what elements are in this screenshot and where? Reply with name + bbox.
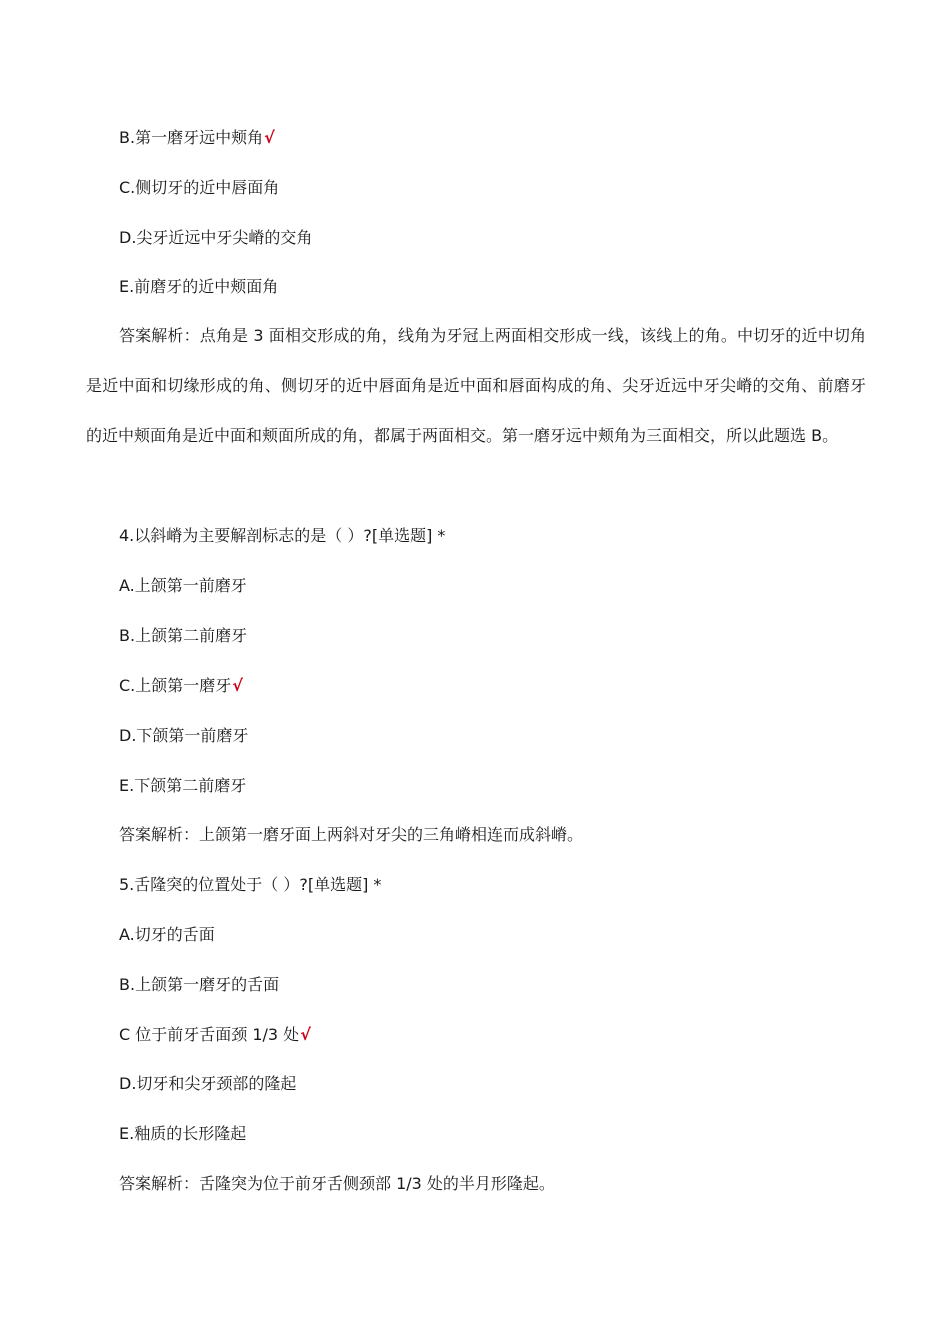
option-text: A.切牙的舌面 [119,925,215,944]
option-text: B.上颌第一磨牙的舌面 [119,975,280,994]
q5-option-a [119,923,215,947]
q5-option-e [119,1122,246,1146]
q5-option-c [119,1023,311,1047]
q4-option-a [119,574,247,598]
option-text: A.上颌第一前磨牙 [119,576,247,595]
q3-option-d [119,226,312,250]
correct-check-icon: √ [232,676,243,695]
option-text: C.上颌第一磨牙 [119,676,232,695]
q4-question [119,524,445,548]
option-text: E.前磨牙的近中颊面角 [119,277,279,296]
option-text: B.上颌第二前磨牙 [119,626,248,645]
correct-check-icon: √ [300,1025,311,1044]
q5-option-d [119,1072,296,1096]
option-text: E.下颌第二前磨牙 [119,776,247,795]
option-text: C.侧切牙的近中唇面角 [119,178,280,197]
explanation-text: 答案解析：上颌第一磨牙面上两斜对牙尖的三角嵴相连而成斜嵴。 [119,825,584,844]
explanation-text: 答案解析：舌隆突为位于前牙舌侧颈部 1/3 处的半月形隆起。 [119,1174,555,1193]
question-text: 5.舌隆突的位置处于（ ）?[单选题] * [119,875,382,894]
option-text: D.切牙和尖牙颈部的隆起 [119,1074,297,1093]
q3-option-e [119,275,278,299]
q4-explanation [119,823,583,847]
option-text: D.尖牙近远中牙尖嵴的交角 [119,228,313,247]
option-text: D.下颌第一前磨牙 [119,726,249,745]
q5-option-b [119,973,279,997]
q4-option-c [119,674,243,698]
correct-check-icon: √ [264,128,275,147]
q3-option-b [119,126,275,150]
q4-option-d [119,724,248,748]
q3-explanation: 答案解析：点角是 3 面相交形成的角，线角为牙冠上两面相交形成一线，该线上的角。中切牙的近中切角是近中面和切缘形成的角、侧切牙的近中唇面角是近中面和唇面构成的角、尖牙近远中牙尖嵴的交角、前磨牙的近中颊面角是近中面和颊面所成的角，都属于两面相交。第一磨牙远中颊角为三面相交，所以此题选 B。 [86,326,866,445]
option-text: E.釉质的长形隆起 [119,1124,247,1143]
question-text: 4.以斜嵴为主要解剖标志的是（ ）?[单选题] * [119,526,446,545]
q4-option-b [119,624,247,648]
q5-question [119,873,381,897]
q4-option-e [119,774,246,798]
q5-explanation [119,1172,555,1196]
q3-option-c [119,176,279,200]
option-text: B.第一磨牙远中颊角 [119,128,264,147]
option-text: C 位于前牙舌面颈 1/3 处 [119,1025,300,1044]
